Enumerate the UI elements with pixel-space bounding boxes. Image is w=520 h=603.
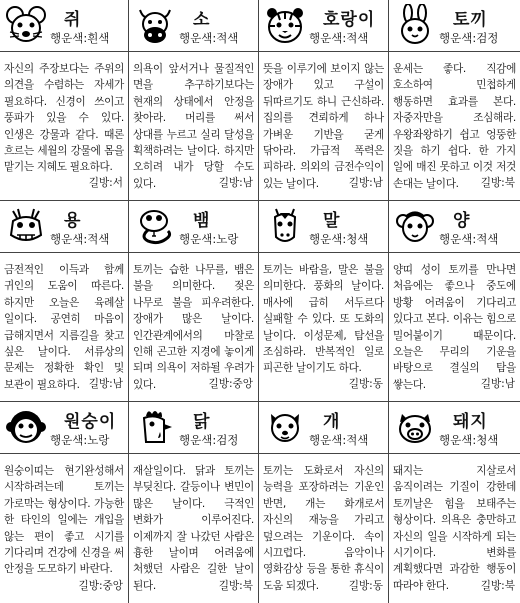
fortune-text: 자신의 주장보다는 주위의 의견을 수렴하는 자세가 필요하다. 신경이 쓰이고 풍파가 있을 수 있다. 인생은 강물과 같다. 때론 흐르는 세월의 강물에 몸을 맡기는 지혜도 필요하다. [4, 63, 124, 174]
card-header [389, 402, 520, 454]
card-header [0, 402, 128, 454]
card-name: 토끼 [453, 10, 488, 30]
rabbit-icon [394, 4, 436, 46]
lucky-color: 행운색:검정 [179, 433, 239, 447]
lucky-direction: 길방:북 [478, 175, 515, 190]
lucky-direction: 길방:남 [216, 175, 253, 190]
card-header [129, 201, 258, 253]
card-cow [129, 0, 259, 201]
lucky-direction: 길방:동 [346, 578, 383, 593]
card-name: 용 [64, 211, 82, 231]
card-name: 말 [323, 211, 341, 231]
tiger-icon [264, 4, 306, 46]
fortune-text: 양띠 성이 토끼를 만나면 처음에는 좋으나 중도에 방황 어려움이 기다리고 있다고 본다. 이유는 힘으로 밀어붙이기 때문이다. 오늘은 무리의 기운을 바탕으로 결실의 탐을 쌓는다. [393, 264, 516, 391]
card-header [129, 402, 258, 454]
fortune-text: 금전적인 이득과 함께 귀인의 도움이 따른다. 하지만 오늘은 육례살 일이다. 공연히 마음이 급해지면서 지름길을 찾고 싶은 날이다. 서류상의 문제는 정확한 확인 및 보관이 필요하다. [4, 264, 124, 391]
card-tiger [259, 0, 389, 201]
card-name: 쥐 [64, 10, 82, 30]
card-horse [259, 201, 389, 402]
card-header [0, 201, 128, 253]
lucky-color: 행운색:청색 [439, 433, 499, 447]
sheep-icon [394, 205, 436, 247]
pig-icon [394, 406, 436, 448]
lucky-color: 행운색:흰색 [50, 31, 110, 45]
fortune-text: 토끼는 습한 나무를, 뱀은 불을 의미한다. 젖은 나무로 불을 피우려한다. 장애가 많은 날이다. 인간관계에서의 마찰로 인해 곤고한 지경에 놓이게 되며 의욕이 저하될 우려가 있다. [133, 264, 254, 391]
lucky-color: 행운색:적색 [439, 232, 499, 246]
card-dog [259, 402, 389, 603]
card-snake [129, 201, 259, 402]
fortune-text: 운세는 좋다. 직감에 호소하여 민첩하게 행동하면 효과를 본다. 자중자만을 조심해라. 우왕좌왕하기 쉽고 엉뚱한 짓을 하기 쉽다. 한 가지 일에 매진 못하고 이것 저것 손대는 날이다. [393, 63, 516, 190]
card-name: 양 [453, 211, 471, 231]
card-dragon [0, 201, 129, 402]
monkey-icon [5, 406, 47, 448]
lucky-color: 행운색:노랑 [179, 232, 239, 246]
card-header [129, 0, 258, 52]
card-name: 개 [323, 412, 341, 432]
card-pig [389, 402, 520, 603]
fortune-text: 토끼는 바람을, 말은 불을 의미한다. 풍화의 날이다. 매사에 급히 서두르다 실패할 수 있다. 또 도화의 날이다. 이성문제, 탐선을 조심하라. 반복적인 일로 피곤한 날이기도 하다. [263, 264, 384, 375]
lucky-color: 행운색:적색 [309, 31, 369, 45]
card-name: 뱀 [193, 211, 211, 231]
horse-icon [264, 205, 306, 247]
card-monkey [0, 402, 129, 603]
lucky-direction: 길방:남 [86, 376, 123, 391]
card-name: 원숭이 [64, 412, 117, 432]
lucky-direction: 길방:중앙 [75, 578, 123, 593]
card-header [259, 201, 388, 253]
card-name: 소 [193, 10, 211, 30]
card-header [0, 0, 128, 52]
card-rabbit [389, 0, 520, 201]
lucky-color: 행운색:적색 [309, 433, 369, 447]
card-header [259, 0, 388, 52]
fortune-text: 뜻을 이루기에 보이지 않는 장애가 있고 구설이 뒤따르기도 하니 근신하라. 집의를 견뢰하게 하나 가벼운 기반을 굳게 닦아라. 가급적 폭력은 피하라. 의외의 금전수익이 있는 날이다. [263, 63, 384, 190]
lucky-direction: 길방:북 [216, 578, 253, 593]
card-rooster [129, 402, 259, 603]
rooster-icon [134, 406, 176, 448]
fortune-text: 토끼는 도화로서 자신의 능력을 포장하려는 기운인 반면, 개는 화개로서 자신의 재능을 가리고 덮으려는 기운이다. 속이 시끄럽다. 음악이나 영화감상 등을 통한 휴식이 도움 되겠다. [263, 465, 384, 592]
lucky-direction: 길방:남 [346, 175, 383, 190]
card-rat [0, 0, 129, 201]
fortune-text: 돼지는 지살로서 움직이려는 기질이 강한데 토끼날은 힘을 보태주는 형상이다. 의욕은 충만하고 자신의 일을 시작하게 되는 시기이다. 변화를 계획했다면 과감한 행동이 따라야 한다. [393, 465, 516, 592]
card-header [389, 0, 520, 52]
lucky-color: 행운색:노랑 [50, 433, 110, 447]
card-header [389, 201, 520, 253]
card-header [259, 402, 388, 454]
rat-icon [5, 4, 47, 46]
fortune-text: 원숭이띠는 현기완성해서 시작하려는데 토끼는 가로막는 형상이다. 가능한 한 타인의 일에는 개입을 않는 편이 좋고 시기를 기다리며 건강에 신경을 써 안정을 도모하기 바란다. [4, 465, 124, 576]
card-name: 닭 [193, 412, 211, 432]
dog-icon [264, 406, 306, 448]
cow-icon [134, 4, 176, 46]
lucky-color: 행운색:적색 [50, 232, 110, 246]
lucky-direction: 길방:동 [346, 376, 383, 391]
lucky-direction: 길방:중앙 [205, 376, 253, 391]
lucky-direction: 길방:북 [478, 578, 515, 593]
snake-icon [134, 205, 176, 247]
card-name: 돼지 [453, 412, 488, 432]
lucky-color: 행운색:적색 [179, 31, 239, 45]
dragon-icon [5, 205, 47, 247]
card-sheep [389, 201, 520, 402]
lucky-direction: 길방:남 [478, 376, 515, 391]
lucky-color: 행운색:청색 [309, 232, 369, 246]
card-name: 호랑이 [323, 10, 376, 30]
fortune-text: 의욕이 앞서거나 물질적인 면을 추구하기보다는 현재의 상태에서 안정을 찾아라. 머리를 써서 상대를 누르고 실리 달성을 획책하려는 날이다. 하지만 오히려 내가 당할 수도 있다. [133, 63, 254, 190]
lucky-direction: 길방:서 [86, 175, 123, 190]
fortune-text: 재살일이다. 닭과 토끼는 부딪친다. 갈등이나 변민이 많은 날이다. 극적인 변화가 이루어진다. 이제까지 잘 나갔던 사람은 흉한 날이며 어려움에 처했던 사람은 길한 날이 된다. [133, 465, 254, 592]
lucky-color: 행운색:검정 [439, 31, 499, 45]
